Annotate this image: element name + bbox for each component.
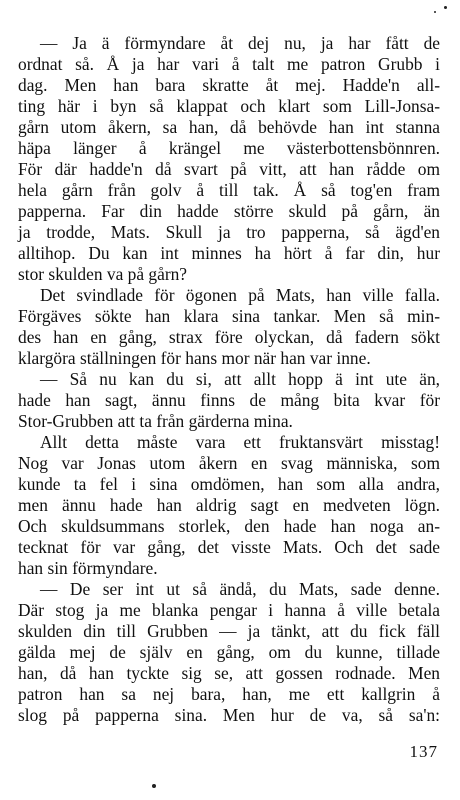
text-line: häра länger å krängel me västerbottensbönnren. [18,138,440,158]
text-line: Förgäves sökte han klara sina tankar. Men så min- [18,306,440,326]
text-line: — Så nu kan du si, att allt hopp ä int ute än, [40,369,440,389]
text-line: — De ser int ut så ändå, du Mats, sade denne. [40,579,440,599]
text-line: gälda mej de själv en gång, om du kunne, tillade [18,642,440,662]
text-line: des han en gång, strax före olyckan, då fadern sökt [18,327,440,347]
text-line: han, då han tyckte sig se, att gossen rodnade. Men [18,663,440,683]
text-line: alltihop. Du kan int minnes ha hört å far din, hur [18,243,440,263]
text-line: stor skulden va på gårn? [18,264,188,284]
text-line: han sin förmyndare. [18,558,158,578]
text-line: ja trodde, Mats. Skull ja tro papperna, så ägd'en [18,222,440,242]
text-line: Stor-Grubben att ta från gärderna mina. [18,411,293,431]
text-line: ting här i byn så klappat och klart som Lill-Jonsa- [18,96,440,116]
text-line: patron han sa nej bara, han, me ett kallgrin å [18,684,440,704]
text-line: kunde ta fel i sina omdömen, han som alla andra, [18,474,440,494]
text-line: hade han sagt, ännu finns de mång bita kvar för [18,390,440,410]
text-line: Där stog ja me blanka pengar i hanna å ville betala [18,600,440,620]
text-line: Nog var Jonas utom åkern en svag människa, som [18,453,440,473]
page-number: 137 [409,742,438,761]
print-speck [152,784,156,788]
print-speck [434,11,436,13]
text-line: Allt detta måste vara ett fruktansvärt misstag! [40,432,440,452]
text-line: hela gårn från golv å till tak. Å så tog'en fram [18,180,440,200]
text-line: papperna. Far din hadde större skuld på gårn, än [18,201,440,221]
text-line: skulden din till Grubben — ja tänkt, att du fick fäll [18,621,440,641]
text-line: ordnat så. Å ja har vari å talt me patron Grubb i [18,54,440,74]
print-speck [444,6,447,9]
text-line: dag. Men han bara skratte åt mej. Hadde'n all- [18,75,440,95]
text-line: slog på papperna sina. Men hur de va, så sa'n: [18,705,440,725]
text-line: tecknat för var gång, det visste Mats. Och det sade [18,537,440,557]
text-line: — Ja ä förmyndare åt dej nu, ja har fått de [40,33,440,53]
text-line: klargöra ställningen för hans mor när han var inne. [18,348,371,368]
text-line: För där hadde'n då svart på vitt, att han rådde om [18,159,440,179]
text-line: gårn utom åkern, sa han, då behövde han int stanna [18,117,440,137]
text-line: Och skuldsummans storlek, den hade han noga an- [18,516,440,536]
text-line: men ännu hade han aldrig sagt en medveten lögn. [18,495,440,515]
text-line: Det svindlade för ögonen på Mats, han ville falla. [40,285,440,305]
